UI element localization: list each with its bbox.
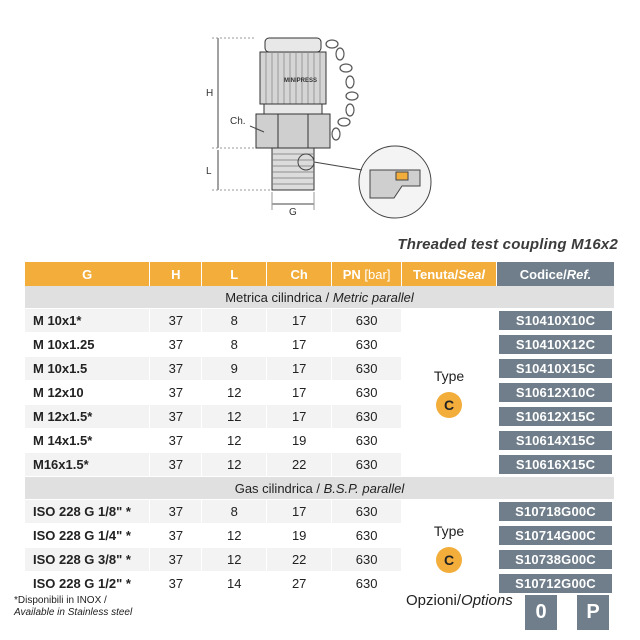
cell-ref: S10714G00C xyxy=(499,526,612,545)
seal-type-label: Type xyxy=(433,367,465,384)
cell-pn: 630 xyxy=(332,572,402,596)
cell-h: 37 xyxy=(150,572,202,596)
section-row-gas: Gas cilindrica / B.S.P. parallel xyxy=(25,477,615,500)
cell-pn: 630 xyxy=(332,524,402,548)
table-row xyxy=(25,357,615,381)
cell-l: 12 xyxy=(202,405,267,429)
cell-h: 37 xyxy=(150,357,202,381)
col-header-ch: Ch xyxy=(267,262,332,286)
cell-ref: S10612X15C xyxy=(499,407,612,426)
col-header-g: G xyxy=(25,262,150,286)
table-row xyxy=(25,453,615,477)
dim-h-label: H xyxy=(206,88,214,99)
dim-l-label: L xyxy=(206,166,212,177)
seal-type-label: Type xyxy=(433,522,465,539)
cell-ch: 17 xyxy=(267,333,332,357)
cell-ch: 17 xyxy=(267,357,332,381)
cell-g: M 10x1.25 xyxy=(25,333,150,357)
cell-ref: S10712G00C xyxy=(499,574,612,593)
cell-h: 37 xyxy=(150,333,202,357)
col-header-ref: Codice/Ref. xyxy=(497,262,615,286)
table-row xyxy=(25,333,615,357)
col-header-pn: PN [bar] xyxy=(332,262,402,286)
cell-pn: 630 xyxy=(332,500,402,524)
cell-pn: 630 xyxy=(332,405,402,429)
table-header-row xyxy=(25,262,615,286)
cell-g: M 14x1.5* xyxy=(25,429,150,453)
cell-h: 37 xyxy=(150,524,202,548)
coupling-drawing xyxy=(190,10,450,220)
cell-l: 8 xyxy=(202,309,267,333)
seal-code-badge: C xyxy=(436,547,462,573)
note-it: *Disponibili in INOX / xyxy=(14,595,107,606)
cell-ref: S10612X10C xyxy=(499,383,612,402)
cell-l: 12 xyxy=(202,548,267,572)
cell-h: 37 xyxy=(150,381,202,405)
cell-l: 12 xyxy=(202,453,267,477)
col-header-seal: Tenuta/Seal xyxy=(402,262,497,286)
option-p-badge: P xyxy=(577,595,609,630)
cell-l: 12 xyxy=(202,524,267,548)
cell-ch: 22 xyxy=(267,453,332,477)
table-row xyxy=(25,500,615,524)
table-row xyxy=(25,381,615,405)
cell-ref: S10410X15C xyxy=(499,359,612,378)
cell-g: M16x1.5* xyxy=(25,453,150,477)
cell-pn: 630 xyxy=(332,333,402,357)
cell-l: 14 xyxy=(202,572,267,596)
cell-g: M 10x1* xyxy=(25,309,150,333)
cell-ref: S10616X15C xyxy=(499,455,612,474)
cell-h: 37 xyxy=(150,548,202,572)
cell-g: M 12x1.5* xyxy=(25,405,150,429)
table-row xyxy=(25,405,615,429)
table-row xyxy=(25,572,615,596)
cell-ch: 27 xyxy=(267,572,332,596)
table-row xyxy=(25,548,615,572)
section-row-metric: Metrica cilindrica / Metric parallel xyxy=(25,286,615,309)
cell-h: 37 xyxy=(150,453,202,477)
cell-g: M 10x1.5 xyxy=(25,357,150,381)
brand-label: MINIPRESS xyxy=(284,78,318,84)
col-header-l: L xyxy=(202,262,267,286)
cell-ch: 17 xyxy=(267,500,332,524)
table-row xyxy=(25,309,615,333)
options-label: Opzioni/Options xyxy=(406,592,513,609)
cell-ch: 19 xyxy=(267,429,332,453)
product-caption: Threaded test coupling M16x2 xyxy=(397,236,618,253)
cell-l: 8 xyxy=(202,500,267,524)
dim-g-label: G xyxy=(289,207,297,218)
cell-ch: 17 xyxy=(267,309,332,333)
cell-l: 12 xyxy=(202,429,267,453)
cell-ch: 17 xyxy=(267,381,332,405)
stainless-note xyxy=(14,595,132,619)
seal-cell-metric xyxy=(402,309,497,477)
cell-pn: 630 xyxy=(332,429,402,453)
cell-h: 37 xyxy=(150,429,202,453)
seal-code-badge: C xyxy=(436,392,462,418)
cell-l: 9 xyxy=(202,357,267,381)
cell-g: ISO 228 G 1/4" * xyxy=(25,524,150,548)
cell-g: ISO 228 G 1/8" * xyxy=(25,500,150,524)
seal-cell-gas xyxy=(402,500,497,596)
spec-table xyxy=(25,262,615,596)
cell-ref: S10718G00C xyxy=(499,502,612,521)
col-header-h: H xyxy=(150,262,202,286)
cell-ref: S10410X12C xyxy=(499,335,612,354)
cell-ch: 22 xyxy=(267,548,332,572)
cell-l: 8 xyxy=(202,333,267,357)
table-row xyxy=(25,429,615,453)
cell-g: M 12x10 xyxy=(25,381,150,405)
cell-h: 37 xyxy=(150,500,202,524)
cell-pn: 630 xyxy=(332,381,402,405)
cell-pn: 630 xyxy=(332,453,402,477)
dim-ch-label: Ch. xyxy=(230,116,246,127)
cell-ch: 19 xyxy=(267,524,332,548)
cell-ch: 17 xyxy=(267,405,332,429)
coupling-illustration-icon xyxy=(212,38,431,218)
cell-ref: S10410X10C xyxy=(499,311,612,330)
cell-ref: S10614X15C xyxy=(499,431,612,450)
cell-l: 12 xyxy=(202,381,267,405)
cell-pn: 630 xyxy=(332,309,402,333)
cell-h: 37 xyxy=(150,405,202,429)
option-0-badge: 0 xyxy=(525,595,557,630)
cell-h: 37 xyxy=(150,309,202,333)
note-en: Available in Stainless steel xyxy=(14,607,133,618)
table-row xyxy=(25,524,615,548)
cell-pn: 630 xyxy=(332,357,402,381)
cell-g: ISO 228 G 1/2" * xyxy=(25,572,150,596)
cell-g: ISO 228 G 3/8" * xyxy=(25,548,150,572)
cell-pn: 630 xyxy=(332,548,402,572)
cell-ref: S10738G00C xyxy=(499,550,612,569)
